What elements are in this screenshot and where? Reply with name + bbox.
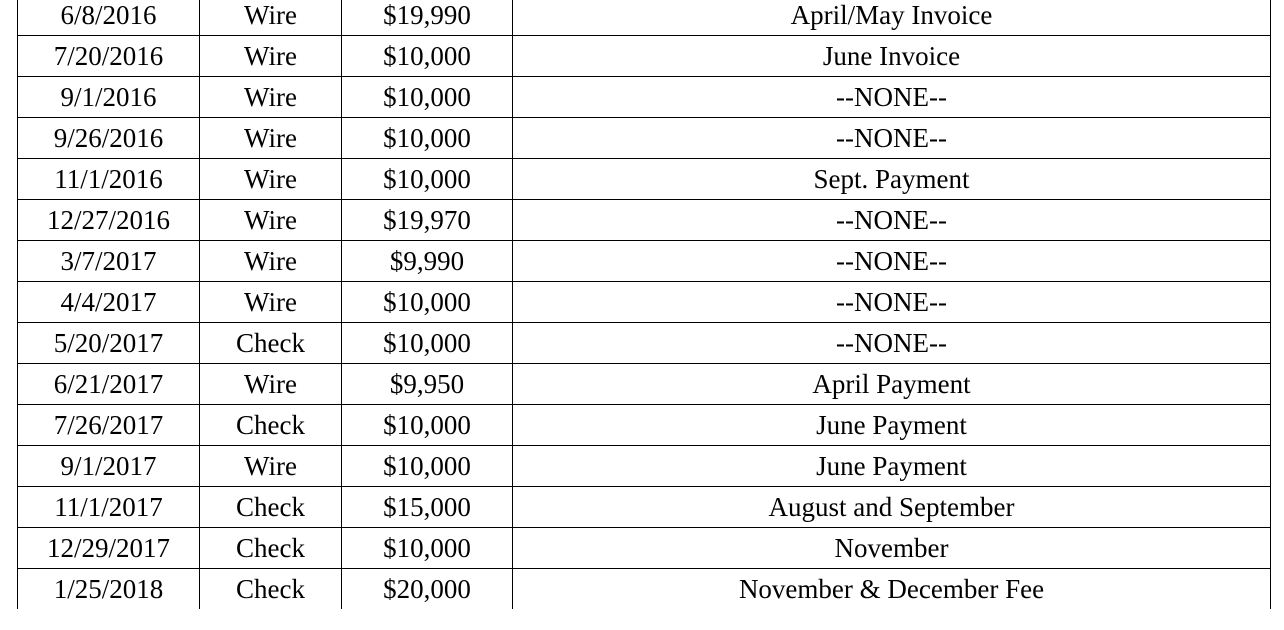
payment-memo-cell: --NONE-- bbox=[513, 77, 1271, 118]
payment-amount-cell: $10,000 bbox=[342, 446, 513, 487]
payment-date-cell: 3/7/2017 bbox=[18, 241, 200, 282]
table-row bbox=[18, 0, 1271, 36]
table-row bbox=[18, 241, 1271, 282]
table-row bbox=[18, 118, 1271, 159]
payment-amount-cell: $10,000 bbox=[342, 282, 513, 323]
payment-memo-cell: April Payment bbox=[513, 364, 1271, 405]
payment-amount-cell: $10,000 bbox=[342, 528, 513, 569]
table-row bbox=[18, 405, 1271, 446]
payment-date-cell: 7/26/2017 bbox=[18, 405, 200, 446]
payment-amount-cell: $19,970 bbox=[342, 200, 513, 241]
table-row bbox=[18, 364, 1271, 405]
payment-amount-cell: $20,000 bbox=[342, 569, 513, 610]
payment-method-cell: Wire bbox=[200, 200, 342, 241]
payment-memo-cell: --NONE-- bbox=[513, 200, 1271, 241]
payment-method-cell: Wire bbox=[200, 282, 342, 323]
table-row bbox=[18, 528, 1271, 569]
payments-table bbox=[17, 0, 1271, 609]
payment-method-cell: Wire bbox=[200, 36, 342, 77]
table-row bbox=[18, 446, 1271, 487]
payment-date-cell: 6/8/2016 bbox=[18, 0, 200, 36]
payment-amount-cell: $10,000 bbox=[342, 77, 513, 118]
payment-amount-cell: $19,990 bbox=[342, 0, 513, 36]
payment-date-cell: 4/4/2017 bbox=[18, 282, 200, 323]
payment-memo-cell: November & December Fee bbox=[513, 569, 1271, 610]
payment-method-cell: Check bbox=[200, 569, 342, 610]
payment-amount-cell: $9,950 bbox=[342, 364, 513, 405]
payment-method-cell: Wire bbox=[200, 0, 342, 36]
payment-amount-cell: $10,000 bbox=[342, 36, 513, 77]
payment-method-cell: Wire bbox=[200, 77, 342, 118]
payment-amount-cell: $10,000 bbox=[342, 323, 513, 364]
payment-memo-cell: Sept. Payment bbox=[513, 159, 1271, 200]
payment-amount-cell: $9,990 bbox=[342, 241, 513, 282]
payment-date-cell: 12/27/2016 bbox=[18, 200, 200, 241]
payment-memo-cell: April/May Invoice bbox=[513, 0, 1271, 36]
table-row bbox=[18, 77, 1271, 118]
table-row bbox=[18, 487, 1271, 528]
table-row bbox=[18, 282, 1271, 323]
payments-table-body bbox=[18, 0, 1271, 609]
payment-date-cell: 9/1/2016 bbox=[18, 77, 200, 118]
payment-amount-cell: $10,000 bbox=[342, 118, 513, 159]
payment-memo-cell: --NONE-- bbox=[513, 241, 1271, 282]
payment-method-cell: Check bbox=[200, 323, 342, 364]
payment-date-cell: 5/20/2017 bbox=[18, 323, 200, 364]
payment-memo-cell: --NONE-- bbox=[513, 282, 1271, 323]
payment-memo-cell: June Payment bbox=[513, 405, 1271, 446]
payment-method-cell: Wire bbox=[200, 446, 342, 487]
payment-method-cell: Wire bbox=[200, 118, 342, 159]
payment-date-cell: 6/21/2017 bbox=[18, 364, 200, 405]
payment-date-cell: 11/1/2016 bbox=[18, 159, 200, 200]
payment-amount-cell: $10,000 bbox=[342, 405, 513, 446]
payment-date-cell: 12/29/2017 bbox=[18, 528, 200, 569]
payment-date-cell: 1/25/2018 bbox=[18, 569, 200, 610]
payment-memo-cell: --NONE-- bbox=[513, 323, 1271, 364]
table-row bbox=[18, 200, 1271, 241]
table-row bbox=[18, 569, 1271, 610]
payment-memo-cell: November bbox=[513, 528, 1271, 569]
payment-method-cell: Check bbox=[200, 528, 342, 569]
payment-method-cell: Check bbox=[200, 405, 342, 446]
payment-date-cell: 11/1/2017 bbox=[18, 487, 200, 528]
table-row bbox=[18, 323, 1271, 364]
payment-memo-cell: --NONE-- bbox=[513, 118, 1271, 159]
payment-date-cell: 9/1/2017 bbox=[18, 446, 200, 487]
payment-date-cell: 7/20/2016 bbox=[18, 36, 200, 77]
payment-memo-cell: June Payment bbox=[513, 446, 1271, 487]
table-row bbox=[18, 159, 1271, 200]
payment-amount-cell: $15,000 bbox=[342, 487, 513, 528]
payment-method-cell: Wire bbox=[200, 241, 342, 282]
payment-date-cell: 9/26/2016 bbox=[18, 118, 200, 159]
payment-method-cell: Wire bbox=[200, 159, 342, 200]
table-row bbox=[18, 36, 1271, 77]
payment-method-cell: Wire bbox=[200, 364, 342, 405]
payment-memo-cell: August and September bbox=[513, 487, 1271, 528]
payment-amount-cell: $10,000 bbox=[342, 159, 513, 200]
payment-memo-cell: June Invoice bbox=[513, 36, 1271, 77]
payment-method-cell: Check bbox=[200, 487, 342, 528]
